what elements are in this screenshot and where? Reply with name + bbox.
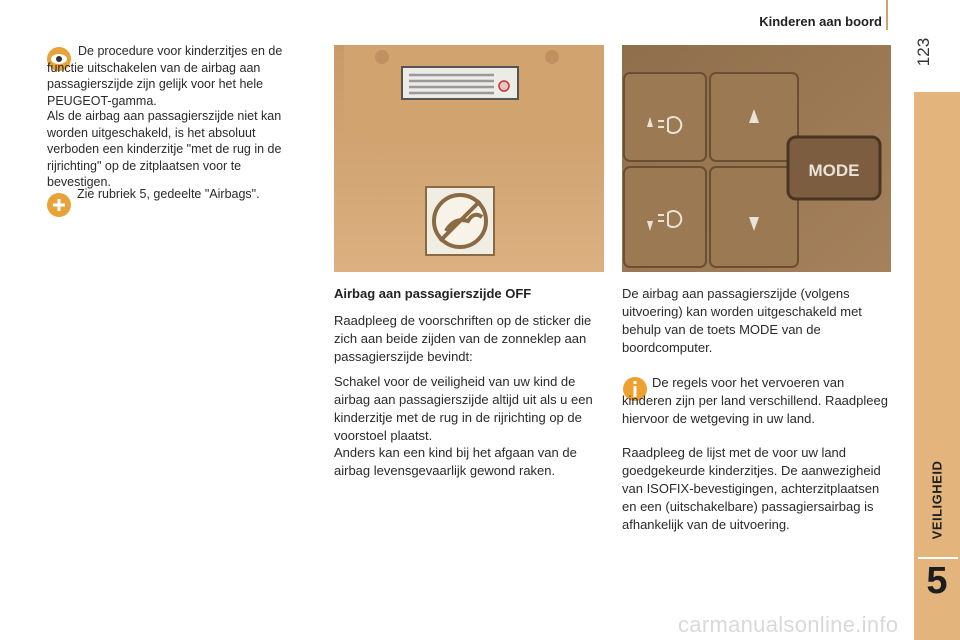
page-number: 123 bbox=[914, 37, 933, 67]
sun-visor-photo bbox=[334, 45, 604, 272]
section-divider bbox=[918, 557, 958, 559]
section-number: 5 bbox=[926, 560, 948, 602]
warning-text: Als de airbag aan passagierszijde niet kan worden uitgeschakeld, is het absoluut verboden een kinderzitje "met de rug in de rijrichting" op de zitplaatsen voor te bevestigen. bbox=[47, 109, 282, 189]
section-label bbox=[914, 440, 960, 560]
page-header-title: Kinderen aan boord bbox=[759, 14, 882, 29]
note-eye-text: De procedure voor kinderzitjes en de functie uitschakelen van de airbag aan passagierszijde zijn gelijk voor het hele PEUGEOT-gamma. bbox=[47, 44, 283, 108]
middle-heading: Airbag aan passagierszijde OFF bbox=[334, 286, 532, 301]
middle-paragraph-2: Schakel voor de veiligheid van uw kind de airbag aan passagierszijde altijd uit als u een kinderzitje met de rug in de rijrichting op de voorstoel plaatst. bbox=[334, 374, 593, 443]
child-seat-prohibited-icon bbox=[426, 187, 494, 255]
mode-button-label: MODE bbox=[808, 161, 860, 180]
note-plus-text: Zie rubriek 5, gedeelte "Airbags". bbox=[77, 187, 260, 201]
plus-icon bbox=[47, 193, 71, 217]
right-paragraph-2: Raadpleeg de lijst met de voor uw land goedgekeurde kinderzitjes. De aanwezigheid van ISOFIX-bevestigingen, achterzitplaatsen en een (uitschakelbare) passagiersairbag is afhankelijk van de uitvoering. bbox=[622, 445, 881, 532]
info-text: De regels voor het vervoeren van kinderen zijn per land verschillend. Raadpleeg hiervoor de wetgeving in uw land. bbox=[622, 375, 888, 426]
right-paragraph-1: De airbag aan passagierszijde (volgens uitvoering) kan worden uitgeschakeld met behulp van de toets MODE van de boordcomputer. bbox=[622, 286, 862, 355]
section-label-text: VEILIGHEID bbox=[929, 460, 945, 540]
mode-button-photo bbox=[622, 45, 891, 272]
watermark: carmanualsonline.info bbox=[678, 612, 899, 637]
middle-paragraph-3: Anders kan een kind bij het afgaan van de airbag levensgevaarlijk gewond raken. bbox=[334, 445, 577, 478]
middle-paragraph-1: Raadpleeg de voorschriften op de sticker die zich aan beide zijden van de zonneklep aan passagierszijde bevindt: bbox=[334, 313, 592, 364]
header-divider bbox=[886, 0, 888, 30]
